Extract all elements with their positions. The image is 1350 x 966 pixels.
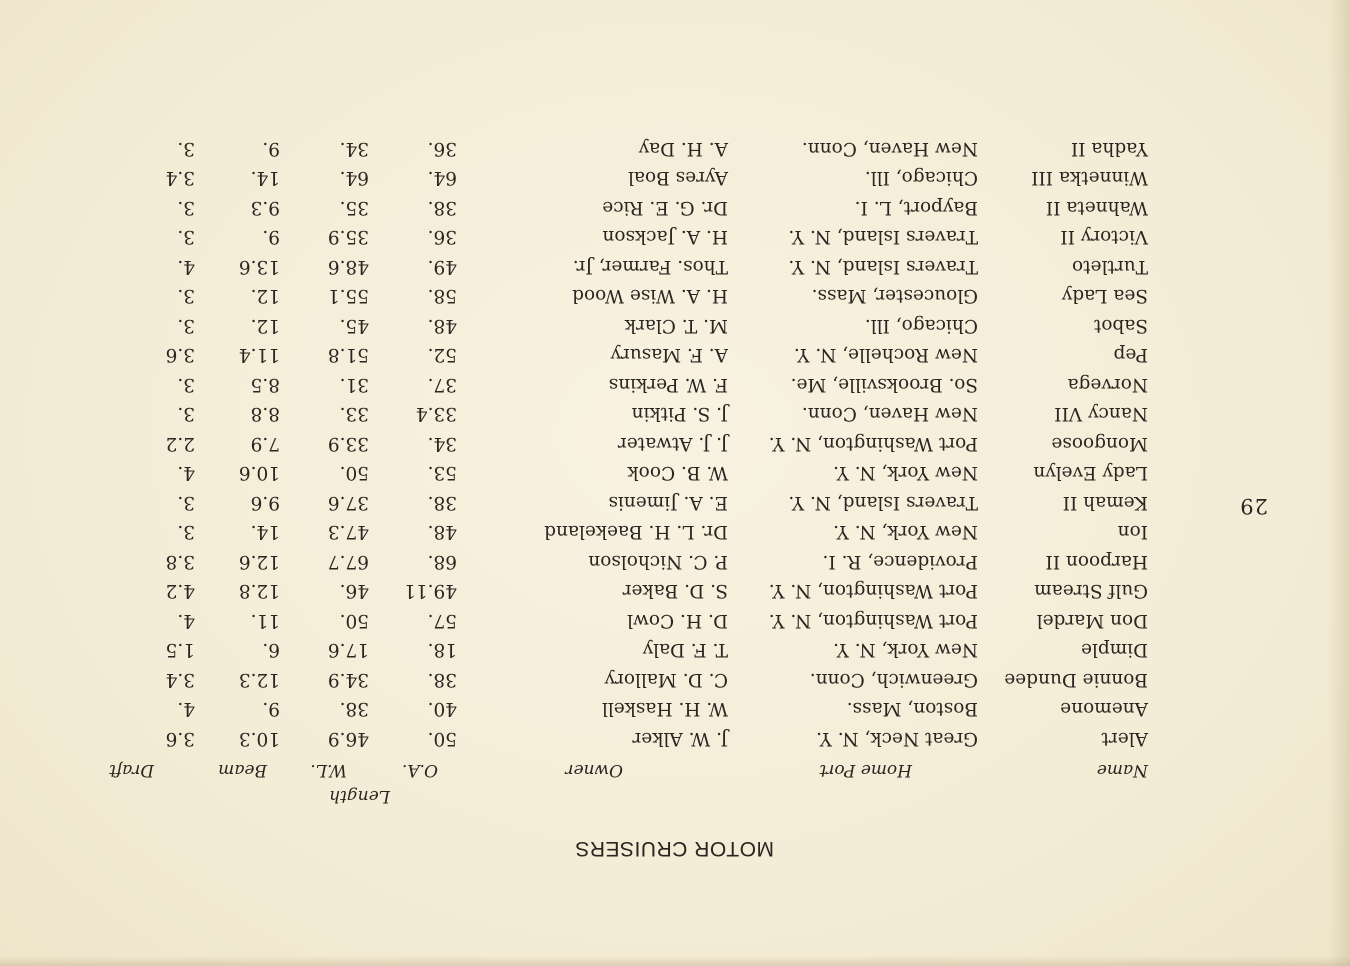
- cell-draft: 3.6: [165, 728, 195, 749]
- cell-wl: 48.6: [327, 256, 369, 277]
- table-row: [0, 311, 1350, 341]
- cell-beam: 6.: [262, 639, 280, 661]
- cell-beam: 8.5: [250, 374, 280, 395]
- cell-wl: 37.6: [327, 492, 369, 513]
- table-row: [0, 635, 1350, 665]
- cell-name: Sea Lady: [1061, 285, 1148, 307]
- table-row: [0, 488, 1350, 518]
- cell-owner: W. B. Cook: [627, 462, 728, 484]
- cell-beam: 10.3: [238, 728, 280, 749]
- cell-oa: 49.11: [404, 580, 457, 602]
- cell-beam: 13.6: [238, 256, 280, 277]
- cell-beam: 9.6: [250, 492, 280, 513]
- cell-home-port: Providence, R. I.: [822, 551, 978, 572]
- cell-home-port: New Haven, Conn.: [801, 138, 978, 159]
- cell-wl: 33.: [339, 403, 369, 425]
- cell-wl: 17.6: [327, 639, 369, 661]
- cell-oa: 48.: [427, 521, 457, 543]
- cell-owner: P. C. Nicholson: [588, 551, 728, 572]
- cell-draft: 4.: [177, 256, 195, 277]
- cell-wl: 35.: [339, 197, 369, 218]
- header-beam: Beam: [218, 760, 267, 780]
- page-title: MOTOR CRUISERS: [574, 837, 774, 860]
- cell-draft: 3.: [177, 374, 195, 395]
- cell-draft: 3.: [177, 492, 195, 513]
- cell-owner: S. D. Baker: [622, 580, 728, 602]
- cell-draft: 3.6: [165, 344, 195, 366]
- cell-owner: Dr. L. H. Baekeland: [544, 521, 728, 543]
- cell-name: Ion: [1117, 521, 1148, 543]
- cell-beam: 9.: [262, 138, 280, 159]
- cell-wl: 34.9: [327, 669, 369, 690]
- table-row: [0, 252, 1350, 282]
- cell-home-port: Chicago, Ill.: [864, 167, 978, 189]
- cell-wl: 50.: [339, 462, 369, 484]
- cell-owner: Ayres Boal: [628, 167, 728, 189]
- cell-home-port: So. Brooksville, Me.: [790, 374, 978, 395]
- cell-owner: J. S. Pitkin: [631, 403, 728, 425]
- cell-owner: H. A. Jackson: [602, 226, 728, 248]
- cell-beam: 9.3: [250, 197, 280, 218]
- cell-draft: 2.2: [165, 433, 195, 454]
- cell-home-port: Gloucester, Mass.: [811, 285, 978, 307]
- cell-owner: D. H. Cowl: [627, 610, 728, 631]
- table-row: [0, 370, 1350, 400]
- cell-wl: 64.: [339, 167, 369, 189]
- cell-oa: 34.: [427, 433, 457, 454]
- cell-draft: 4.: [177, 462, 195, 484]
- cell-oa: 38.: [427, 492, 457, 513]
- cell-wl: 46.9: [327, 728, 369, 749]
- cell-owner: T. F. Daly: [642, 639, 728, 661]
- cell-beam: 12.6: [238, 551, 280, 572]
- table-row: [0, 576, 1350, 606]
- table-row: [0, 429, 1350, 459]
- cell-name: Yadha II: [1070, 138, 1148, 159]
- cell-draft: 3.: [177, 138, 195, 159]
- table-row: [0, 517, 1350, 547]
- cell-name: Norvega: [1067, 374, 1148, 395]
- cell-name: Gulf Stream: [1034, 580, 1148, 602]
- cell-beam: 9.: [262, 226, 280, 248]
- cell-owner: J. J. Atwater: [617, 433, 728, 454]
- cell-beam: 12.3: [238, 669, 280, 690]
- cell-draft: 3.4: [165, 167, 195, 189]
- cell-home-port: Great Neck, N. Y.: [816, 728, 978, 749]
- cell-name: Pep: [1113, 344, 1148, 366]
- table-row: [0, 340, 1350, 370]
- cell-beam: 14.: [250, 167, 280, 189]
- table-row: [0, 665, 1350, 695]
- cell-draft: 3.: [177, 403, 195, 425]
- cell-owner: M. T. Clark: [624, 315, 728, 336]
- cell-owner: F. W. Perkins: [608, 374, 728, 395]
- cell-wl: 38.: [339, 698, 369, 720]
- cell-wl: 33.9: [327, 433, 369, 454]
- cell-wl: 34.: [339, 138, 369, 159]
- table-row: [0, 222, 1350, 252]
- cell-owner: E. A. Jimenis: [608, 492, 728, 513]
- cell-wl: 45.: [339, 315, 369, 336]
- cell-home-port: Port Washington, N. Y.: [768, 610, 978, 631]
- cell-home-port: New Rochelle, N. Y.: [793, 344, 978, 366]
- cell-draft: 3.: [177, 521, 195, 543]
- cell-owner: Thos. Farmer, Jr.: [572, 256, 728, 277]
- table-row: [0, 458, 1350, 488]
- cell-home-port: Travers Island, N. Y.: [788, 492, 978, 513]
- cell-draft: 3.: [177, 285, 195, 307]
- cell-name: Anemone: [1060, 698, 1148, 720]
- cell-draft: 1.5: [165, 639, 195, 661]
- cell-name: Kemah II: [1062, 492, 1148, 513]
- cell-beam: 9.: [262, 698, 280, 720]
- cell-oa: 57.: [427, 610, 457, 631]
- table-row: [0, 193, 1350, 223]
- cell-draft: 3.4: [165, 669, 195, 690]
- cell-oa: 64.: [427, 167, 457, 189]
- header-draft: Draft: [108, 760, 154, 780]
- cell-beam: 12.: [250, 285, 280, 307]
- header-wl: W.L.: [310, 760, 347, 780]
- cell-wl: 55.1: [327, 285, 369, 307]
- cell-name: Bonnie Dundee: [1004, 669, 1148, 690]
- cell-beam: 10.6: [238, 462, 280, 484]
- cell-wl: 51.8: [327, 344, 369, 366]
- table-row: [0, 134, 1350, 164]
- page-bottom-edge: [0, 956, 1350, 966]
- cell-name: Alert: [1101, 728, 1148, 749]
- cell-wl: 46.: [339, 580, 369, 602]
- cell-draft: 3.: [177, 197, 195, 218]
- header-home-port: Home Port: [819, 760, 912, 780]
- cell-home-port: Travers Island, N. Y.: [788, 256, 978, 277]
- cell-wl: 50.: [339, 610, 369, 631]
- cell-name: Mongoose: [1051, 433, 1148, 454]
- cell-owner: A. F. Masury: [610, 344, 728, 366]
- cell-home-port: Chicago, Ill.: [864, 315, 978, 336]
- header-oa: O.A.: [401, 760, 438, 780]
- cell-wl: 35.9: [327, 226, 369, 248]
- length-group-label: Length: [329, 786, 390, 806]
- cell-home-port: Travers Island, N. Y.: [788, 226, 978, 248]
- table-row: [0, 281, 1350, 311]
- cell-home-port: New York, N. Y.: [833, 462, 978, 484]
- cell-oa: 36.: [427, 226, 457, 248]
- cell-name: Dimple: [1081, 639, 1148, 661]
- cell-name: Harpoon II: [1045, 551, 1148, 572]
- cell-oa: 52.: [427, 344, 457, 366]
- cell-draft: 4.2: [165, 580, 195, 602]
- cell-home-port: Port Washington, N. Y.: [768, 580, 978, 602]
- cell-draft: 4.: [177, 610, 195, 631]
- cell-draft: 3.: [177, 226, 195, 248]
- cell-home-port: Bayport, L. I.: [854, 197, 978, 218]
- table-row: [0, 547, 1350, 577]
- cell-owner: W. H. Haskell: [601, 698, 728, 720]
- cell-oa: 38.: [427, 197, 457, 218]
- cell-oa: 68.: [427, 551, 457, 572]
- cell-oa: 18.: [427, 639, 457, 661]
- cell-beam: 7.9: [250, 433, 280, 454]
- cell-wl: 67.7: [327, 551, 369, 572]
- cell-oa: 33.4: [415, 403, 457, 425]
- cell-oa: 37.: [427, 374, 457, 395]
- table-row: [0, 724, 1350, 754]
- header-name: Name: [1096, 760, 1148, 780]
- cell-name: Sabot: [1093, 315, 1148, 336]
- cell-beam: 14.: [250, 521, 280, 543]
- cell-owner: Dr. G. E. Rice: [602, 197, 728, 218]
- cell-draft: 4.: [177, 698, 195, 720]
- page-number: 29: [1239, 494, 1268, 518]
- cell-owner: J. W. Alker: [632, 728, 728, 749]
- table-row: [0, 399, 1350, 429]
- cell-home-port: Boston, Mass.: [846, 698, 978, 720]
- cell-beam: 12.: [250, 315, 280, 336]
- cell-oa: 49.: [427, 256, 457, 277]
- cell-name: Don Mardel: [1036, 610, 1148, 631]
- cell-oa: 58.: [427, 285, 457, 307]
- cell-draft: 3.8: [165, 551, 195, 572]
- cell-draft: 3.: [177, 315, 195, 336]
- table-row: [0, 606, 1350, 636]
- table-row: [0, 694, 1350, 724]
- cell-oa: 48.: [427, 315, 457, 336]
- cell-owner: A. H. Day: [638, 138, 728, 159]
- cell-beam: 8.8: [250, 403, 280, 425]
- cell-beam: 11.: [250, 610, 280, 631]
- cell-oa: 38.: [427, 669, 457, 690]
- cell-name: Nancy VII: [1054, 403, 1148, 425]
- cell-name: Winnetka III: [1031, 167, 1148, 189]
- cell-wl: 31.: [339, 374, 369, 395]
- cell-home-port: Port Washington, N. Y.: [768, 433, 978, 454]
- cell-home-port: New York, N. Y.: [833, 521, 978, 543]
- cell-name: Turtleto: [1072, 256, 1148, 277]
- yacht-table-body: [0, 134, 1350, 754]
- page-edge-shadow: [1328, 0, 1350, 966]
- table-row: [0, 163, 1350, 193]
- cell-owner: C. D. Mallory: [604, 669, 728, 690]
- cell-oa: 53.: [427, 462, 457, 484]
- cell-oa: 50.: [427, 728, 457, 749]
- cell-home-port: New York, N. Y.: [833, 639, 978, 661]
- cell-name: Wahneta II: [1045, 197, 1148, 218]
- header-owner: Owner: [565, 760, 623, 780]
- cell-owner: H. A. Wise Wood: [572, 285, 728, 307]
- cell-name: Victory II: [1060, 226, 1148, 248]
- cell-name: Lady Evelyn: [1033, 462, 1148, 484]
- cell-oa: 40.: [427, 698, 457, 720]
- cell-home-port: New Haven, Conn.: [801, 403, 978, 425]
- cell-oa: 36.: [427, 138, 457, 159]
- cell-beam: 11.4: [238, 344, 280, 366]
- cell-wl: 47.3: [327, 521, 369, 543]
- cell-beam: 12.8: [238, 580, 280, 602]
- cell-home-port: Greenwich, Conn.: [809, 669, 978, 690]
